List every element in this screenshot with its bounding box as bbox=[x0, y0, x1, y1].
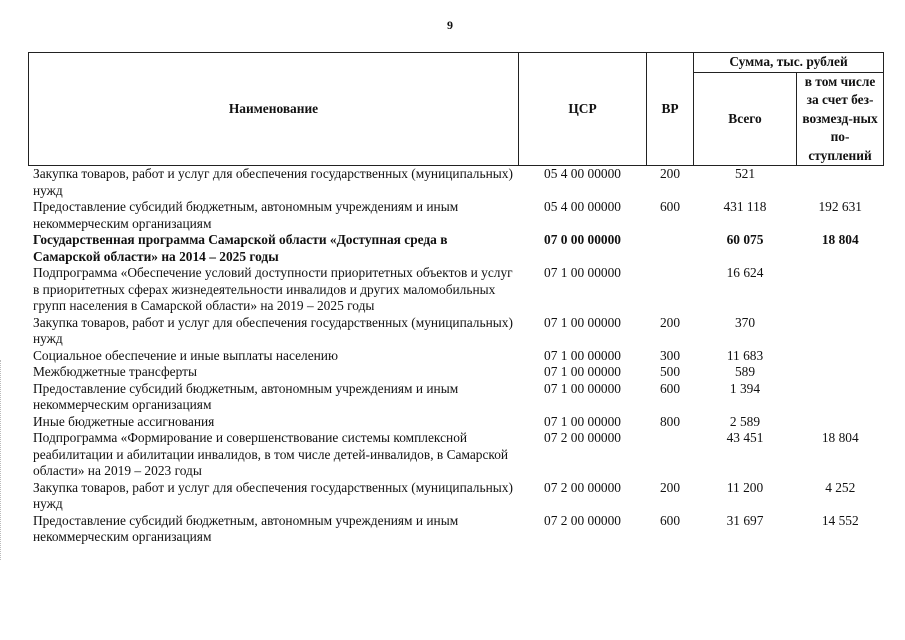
cell-incl bbox=[797, 381, 884, 414]
cell-vr bbox=[647, 265, 694, 315]
cell-csr: 07 1 00 00000 bbox=[544, 364, 621, 379]
cell-incl: 18 804 bbox=[821, 430, 859, 445]
cell-name: Закупка товаров, работ и услуг для обеспечения государственных (муниципальных) нужд bbox=[33, 314, 513, 346]
cell-total: 589 bbox=[734, 364, 756, 379]
cell-vr: 300 bbox=[659, 347, 681, 363]
cell-csr: 07 1 00 00000 bbox=[544, 347, 621, 363]
table-row bbox=[29, 232, 884, 265]
header-incl: в том числе за счет без-возмезд-ных по-ступлений bbox=[797, 72, 884, 166]
cell-vr: 600 bbox=[659, 512, 681, 528]
cell-total: 1 394 bbox=[729, 380, 761, 396]
cell-incl bbox=[797, 364, 884, 381]
header-csr: ЦСР bbox=[519, 53, 647, 166]
cell-vr: 600 bbox=[659, 380, 681, 396]
cell-total: 521 bbox=[734, 166, 756, 181]
cell-name: Подпрограмма «Формирование и совершенствование системы комплексной реабилитации и абилитации инвалидов, в том числе детей-инвалидов, в Самарской области» на 2019 – 2023 годы bbox=[33, 430, 509, 478]
cell-name: Социальное обеспечение и иные выплаты населению bbox=[33, 347, 338, 363]
header-name: Наименование bbox=[29, 53, 519, 166]
cell-total: 16 624 bbox=[726, 265, 764, 280]
cell-total: 43 451 bbox=[726, 430, 764, 445]
cell-total: 60 075 bbox=[726, 232, 764, 247]
table-row bbox=[29, 315, 884, 348]
cell-incl bbox=[797, 348, 884, 365]
table-row bbox=[29, 265, 884, 315]
cell-name: Подпрограмма «Обеспечение условий доступности приоритетных объектов и услуг в приоритетных сферах жизнедеятельности инвалидов и других маломобильных групп населения в Самарской области» на 2019 – 2025 годы bbox=[33, 265, 513, 313]
cell-vr: 200 bbox=[659, 166, 681, 181]
cell-csr: 07 0 00 00000 bbox=[544, 232, 621, 247]
cell-vr bbox=[647, 430, 694, 480]
cell-csr: 07 1 00 00000 bbox=[544, 413, 621, 429]
cell-incl: 14 552 bbox=[821, 512, 859, 528]
cell-name: Межбюджетные трансферты bbox=[33, 364, 197, 379]
cell-csr: 07 2 00 00000 bbox=[544, 430, 621, 445]
cell-csr: 07 1 00 00000 bbox=[544, 265, 621, 280]
table-row bbox=[29, 364, 884, 381]
cell-total: 2 589 bbox=[729, 413, 761, 429]
cell-name: Предоставление субсидий бюджетным, автономным учреждениям и иным некоммерческим организациям bbox=[33, 512, 459, 544]
cell-total: 11 683 bbox=[726, 347, 764, 363]
cell-vr: 800 bbox=[659, 413, 681, 429]
table-row bbox=[29, 348, 884, 365]
cell-total: 431 118 bbox=[723, 199, 767, 214]
table-row bbox=[29, 414, 884, 431]
table-row bbox=[29, 199, 884, 232]
cell-total: 31 697 bbox=[726, 512, 764, 528]
cell-name: Иные бюджетные ассигнования bbox=[33, 413, 215, 429]
table-header bbox=[29, 53, 884, 166]
table-row bbox=[29, 513, 884, 546]
cell-vr: 500 bbox=[659, 364, 681, 379]
cell-incl bbox=[797, 265, 884, 315]
cell-incl bbox=[797, 414, 884, 431]
cell-csr: 07 2 00 00000 bbox=[544, 512, 621, 528]
cell-vr: 600 bbox=[659, 199, 681, 214]
cell-name: Закупка товаров, работ и услуг для обеспечения государственных (муниципальных) нужд bbox=[33, 166, 513, 198]
cell-name: Предоставление субсидий бюджетным, автономным учреждениям и иным некоммерческим организациям bbox=[33, 380, 459, 412]
cell-incl bbox=[797, 166, 884, 200]
scan-edge-marks bbox=[0, 360, 4, 560]
table-row bbox=[29, 480, 884, 513]
cell-name: Государственная программа Самарской области «Доступная среда в Самарской области» на 2014 – 2025 годы bbox=[33, 232, 448, 264]
cell-vr: 200 bbox=[659, 479, 681, 495]
cell-vr bbox=[647, 232, 694, 265]
cell-name: Закупка товаров, работ и услуг для обеспечения государственных (муниципальных) нужд bbox=[33, 479, 513, 511]
cell-csr: 07 2 00 00000 bbox=[544, 479, 621, 495]
cell-total: 11 200 bbox=[726, 479, 764, 495]
cell-total: 370 bbox=[734, 314, 756, 330]
table-row bbox=[29, 381, 884, 414]
cell-name: Предоставление субсидий бюджетным, автономным учреждениям и иным некоммерческим организациям bbox=[33, 199, 459, 231]
table-body bbox=[29, 166, 884, 546]
cell-csr: 07 1 00 00000 bbox=[544, 314, 621, 330]
table-row bbox=[29, 430, 884, 480]
header-vr: ВР bbox=[647, 53, 694, 166]
cell-vr: 200 bbox=[659, 314, 681, 330]
cell-csr: 05 4 00 00000 bbox=[544, 166, 621, 181]
header-total: Всего bbox=[694, 72, 797, 166]
page-number: 9 bbox=[447, 18, 453, 32]
cell-csr: 07 1 00 00000 bbox=[544, 380, 621, 396]
cell-incl: 4 252 bbox=[825, 479, 856, 495]
budget-table bbox=[28, 52, 884, 546]
table-row bbox=[29, 166, 884, 200]
cell-incl: 192 631 bbox=[818, 199, 863, 214]
cell-incl bbox=[797, 315, 884, 348]
cell-csr: 05 4 00 00000 bbox=[544, 199, 621, 214]
header-sum-group: Сумма, тыс. рублей bbox=[694, 53, 884, 73]
cell-incl: 18 804 bbox=[821, 232, 859, 247]
